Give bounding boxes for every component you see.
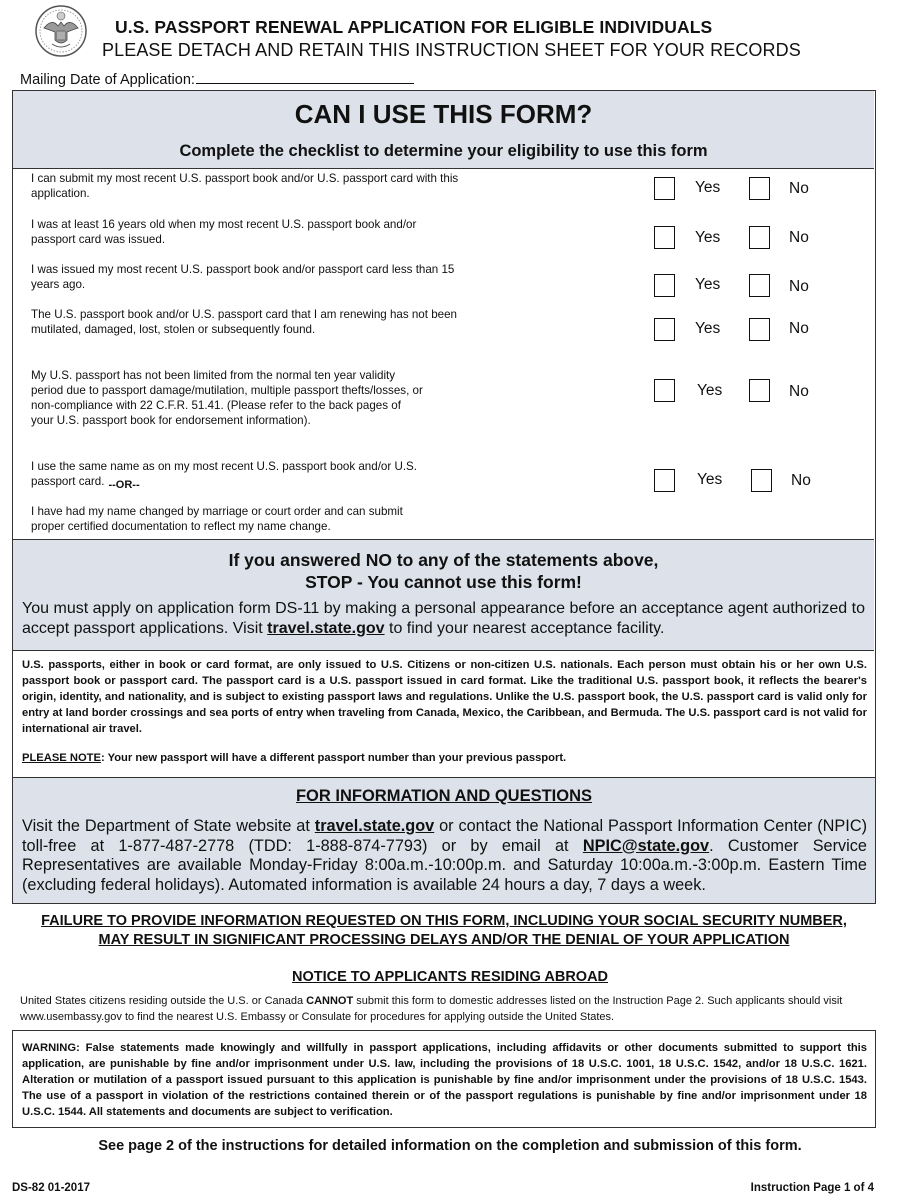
- please-note-label: PLEASE NOTE: [22, 752, 101, 764]
- information-text-3: . Customer Service Representatives are available Monday-Friday 8:00a.m.-10:00p.m. and Saturday 10:00a.m.-3:00p.m. Eastern Time (excluding federal holidays). Automated information is available 24 hours a day, 7 days a week.: [22, 836, 867, 894]
- eligibility-header: [13, 91, 874, 169]
- failure-line-2: MAY RESULT IN SIGNIFICANT PROCESSING DELAYS AND/OR THE DENIAL OF YOUR APPLICATION: [98, 932, 790, 948]
- question-4-text: The U.S. passport book and/or U.S. passport card that I am renewing has not been mutilated, damaged, lost, stolen or subsequently found.: [31, 308, 457, 336]
- no-label: No: [789, 278, 809, 295]
- mailing-date-row: [20, 70, 414, 88]
- question-3-text: I was issued my most recent U.S. passport book and/or passport card less than 15 years ago.: [31, 263, 455, 291]
- travel-state-gov-link[interactable]: travel.state.gov: [314, 817, 435, 835]
- no-label: No: [791, 472, 811, 489]
- please-note-text: : Your new passport will have a different passport number than your previous passport.: [100, 752, 567, 764]
- information-text-1: Visit the Department of State website at: [22, 817, 315, 835]
- no-label: No: [789, 320, 809, 337]
- question-1-text: I can submit my most recent U.S. passport book and/or U.S. passport card with this application.: [31, 172, 459, 200]
- question-5-yes-checkbox[interactable]: [654, 379, 675, 402]
- no-label: No: [789, 383, 809, 400]
- notice-text-pre: United States citizens residing outside the U.S. or Canada: [20, 995, 307, 1007]
- failure-notice: [12, 912, 876, 950]
- stop-body-text-end: to find your nearest acceptance facility.: [384, 620, 665, 637]
- notice-abroad-title: NOTICE TO APPLICANTS RESIDING ABROAD: [291, 969, 609, 985]
- stop-body-text: You must apply on application form DS-11 by making a personal appearance before an acceptance agent authorized to accept passport applications. Visit: [22, 600, 865, 637]
- question-6-no-checkbox[interactable]: [751, 469, 772, 492]
- or-separator: --OR--: [108, 479, 140, 491]
- question-2-no-checkbox[interactable]: [749, 226, 770, 249]
- stop-body: [22, 599, 865, 639]
- question-5-no-checkbox[interactable]: [749, 379, 770, 402]
- warning-box: [12, 1030, 876, 1128]
- yes-label: Yes: [695, 320, 721, 337]
- yes-label: Yes: [695, 276, 721, 293]
- yes-label: Yes: [695, 229, 721, 246]
- question-3-no-checkbox[interactable]: [749, 274, 770, 297]
- failure-line-1: FAILURE TO PROVIDE INFORMATION REQUESTED ON THIS FORM, INCLUDING YOUR SOCIAL SECURITY NUMBER,: [41, 913, 847, 929]
- see-page-2-note: See page 2 of the instructions for detailed information on the completion and submission of this form.: [98, 1138, 802, 1154]
- question-2-yes-checkbox[interactable]: [654, 226, 675, 249]
- notice-text-post: submit this form to domestic addresses listed on the Instruction Page 2. Such applicants should visit www.usembassy.gov to find the nearest U.S. Embassy or Consulate for procedures for applying outside the United States.: [20, 995, 843, 1023]
- question-2-text: I was at least 16 years old when my most recent U.S. passport book and/or passport card was issued.: [31, 218, 417, 246]
- question-1-no-checkbox[interactable]: [749, 177, 770, 200]
- form-id: DS-82 01-2017: [12, 1182, 90, 1194]
- stop-section: [13, 539, 874, 651]
- information-section: [12, 777, 876, 904]
- no-label: No: [789, 180, 809, 197]
- stop-heading-line-2: STOP - You cannot use this form!: [305, 572, 582, 592]
- form-subtitle: PLEASE DETACH AND RETAIN THIS INSTRUCTION SHEET FOR YOUR RECORDS: [102, 40, 801, 60]
- question-6-yes-checkbox[interactable]: [654, 469, 675, 492]
- information-title: FOR INFORMATION AND QUESTIONS: [295, 787, 593, 805]
- mailing-date-label: Mailing Date of Application:: [20, 72, 195, 88]
- us-great-seal-icon: [34, 4, 88, 58]
- npic-email-link[interactable]: NPIC@state.gov: [582, 836, 710, 855]
- stop-heading-line-1: If you answered NO to any of the statements above,: [228, 550, 659, 570]
- yes-label: Yes: [697, 382, 723, 399]
- form-title: U.S. PASSPORT RENEWAL APPLICATION FOR ELIGIBLE INDIVIDUALS: [115, 17, 713, 37]
- page-number: Instruction Page 1 of 4: [750, 1182, 874, 1194]
- question-6-text: [31, 459, 431, 490]
- mailing-date-field[interactable]: [196, 70, 414, 84]
- yes-label: Yes: [697, 471, 723, 488]
- passport-info-paragraph: U.S. passports, either in book or card format, are only issued to U.S. Citizens or non-citizen U.S. nationals. Each person must obtain his or her own U.S. passport book or passport card. The passport card is a U.S. passport issued in card format. Like the traditional U.S. passport book, it reflects the bearer's origin, identity, and nationality, and is subject to existing passport laws and regulations. Unlike the U.S. passport book, the U.S. passport card is valid only for entry at land border crossings and sea ports of entry when traveling from Canada, Mexico, the Caribbean, and Bermuda. The U.S. passport card is not valid for international air travel.: [22, 659, 867, 735]
- question-4-yes-checkbox[interactable]: [654, 318, 675, 341]
- question-5-text: My U.S. passport has not been limited from the normal ten year validity period due to passport damage/mutilation, multiple passport thefts/losses, or non-compliance with 22 C.F.R. 51.41. (Please refer to the back pages of your U.S. passport book for endorsement information).: [31, 369, 423, 427]
- eligibility-box: [12, 90, 876, 778]
- question-6-main-text: I use the same name as on my most recent U.S. passport book and/or U.S. passport card.: [31, 460, 417, 488]
- warning-text: WARNING: False statements made knowingly and willfully in passport applications, including affidavits or other documents submitted to support this application, are punishable by fine and/or imprisonment under U.S. law, including the provisions of 18 U.S.C. 1001, 18 U.S.C. 1542, and/or 18 U.S.C. 1621. Alteration or mutilation of a passport issued pursuant to this application is punishable by fine and/or imprisonment under the provisions of 18 U.S.C. 1543. The use of a passport in violation of the restrictions contained therein or of the passport regulations is punishable by fine and/or imprisonment under 18 U.S.C. 1544. All statements and documents are subject to verification.: [22, 1042, 867, 1118]
- travel-state-gov-link[interactable]: travel.state.gov: [267, 620, 385, 637]
- eligibility-title: CAN I USE THIS FORM?: [294, 99, 593, 129]
- question-3-yes-checkbox[interactable]: [654, 274, 675, 297]
- yes-label: Yes: [695, 179, 721, 196]
- notice-text-cannot: CANNOT: [306, 995, 354, 1007]
- information-text-2: or contact the National Passport Information Center (NPIC) toll-free at 1-877-487-2778 (TDD: 1-888-874-7793) or by email at: [22, 817, 867, 855]
- eligibility-subtitle: Complete the checklist to determine your eligibility to use this form: [179, 142, 708, 160]
- question-4-no-checkbox[interactable]: [749, 318, 770, 341]
- page-header: [0, 0, 900, 70]
- information-body: [22, 817, 867, 895]
- no-label: No: [789, 229, 809, 246]
- please-note: [22, 752, 566, 764]
- notice-abroad-body: [20, 993, 875, 1025]
- question-1-yes-checkbox[interactable]: [654, 177, 675, 200]
- question-6-alt-text: I have had my name changed by marriage or court order and can submit proper certified documentation to reflect my name change.: [31, 505, 403, 533]
